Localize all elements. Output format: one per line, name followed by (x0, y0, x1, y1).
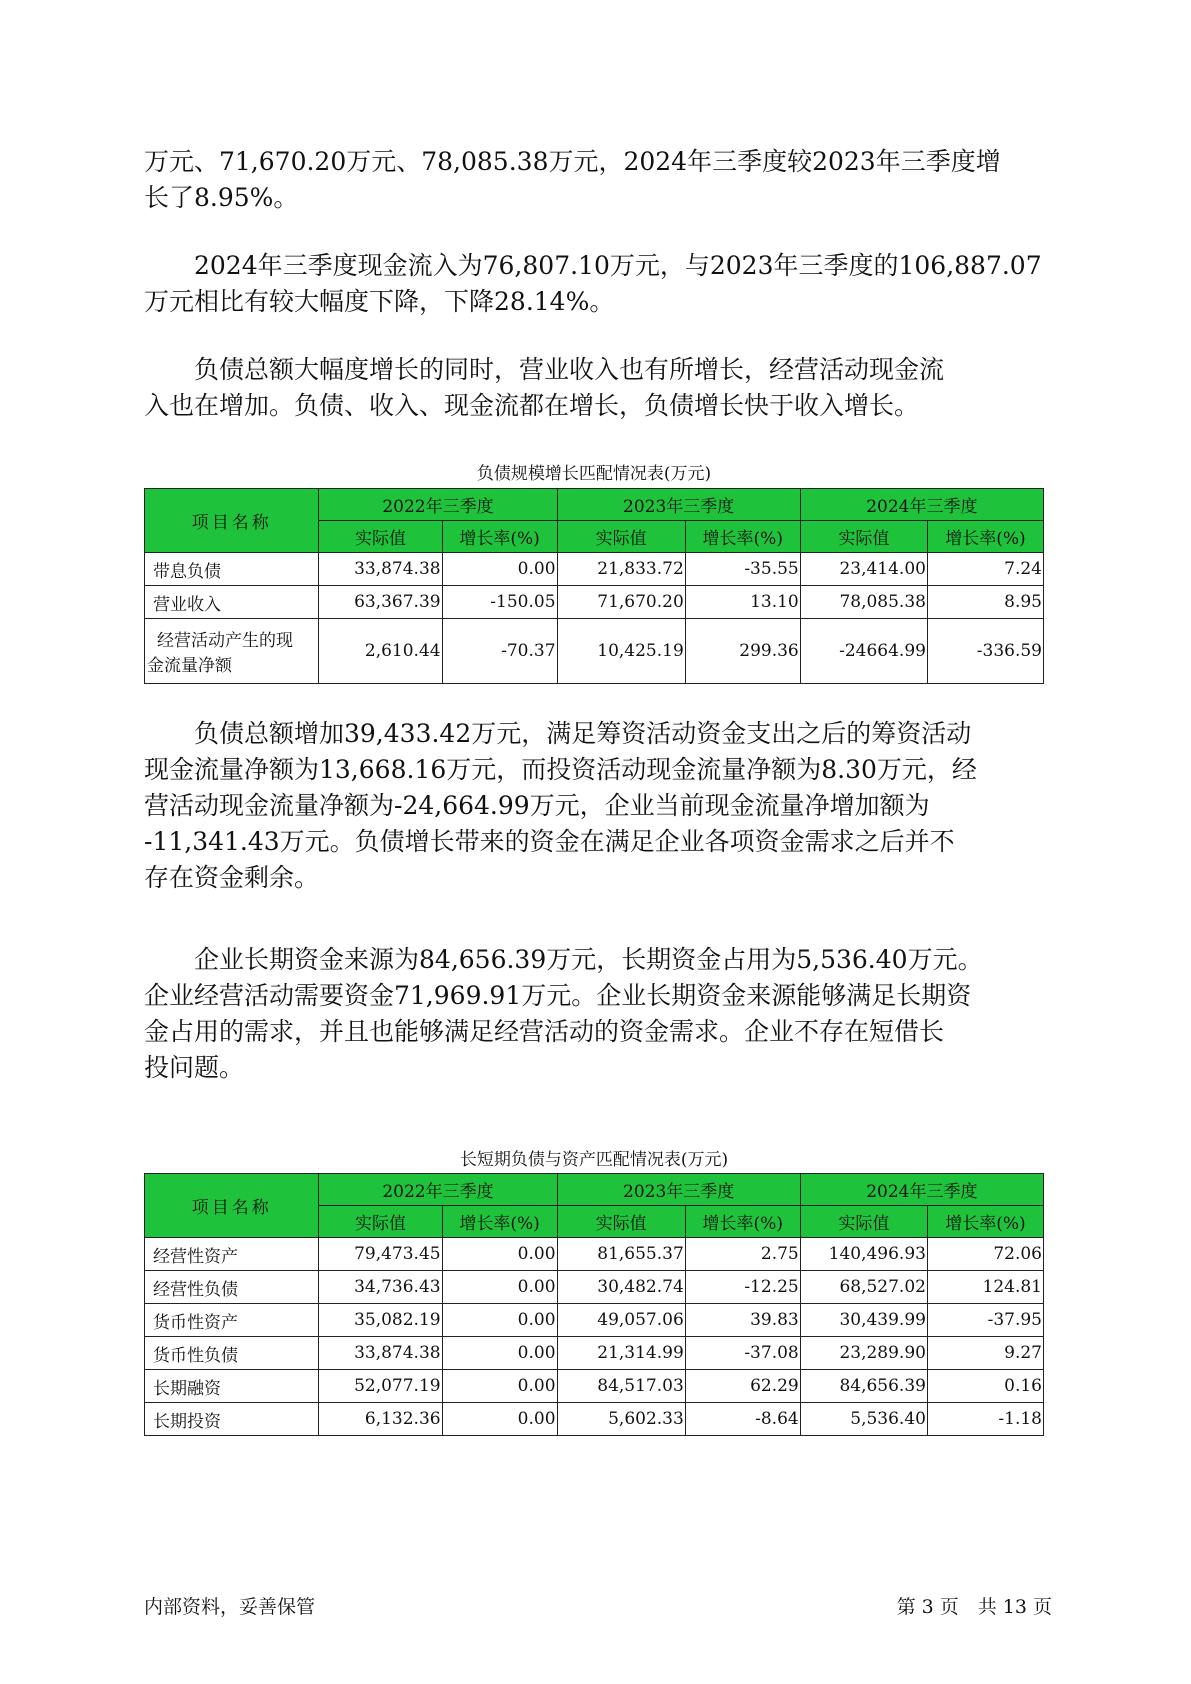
row-label: 货币性资产 (145, 1304, 319, 1337)
cell-value: 299.36 (685, 619, 800, 684)
debt-growth-table (144, 488, 1044, 684)
cell-value: 79,473.45 (319, 1238, 442, 1271)
column-header-period: 2024年三季度 (800, 489, 1043, 521)
row-label (145, 619, 319, 684)
cell-value: -37.08 (685, 1337, 800, 1370)
cell-value: 63,367.39 (319, 586, 442, 619)
cell-value: 49,057.06 (557, 1304, 685, 1337)
table-row (145, 1271, 1044, 1304)
text-line: 负债总额增加39,433.42万元，满足筹资活动资金支出之后的筹资活动 (144, 719, 972, 748)
debt-asset-matching-table (144, 1173, 1044, 1436)
paragraph-1 (144, 144, 1054, 216)
text-line: 营活动现金流量净额为-24,664.99万元，企业当前现金流量净增加额为 (144, 791, 930, 820)
text-line: 存在资金剩余。 (144, 863, 320, 892)
column-header-period: 2023年三季度 (557, 489, 800, 521)
cell-value: 0.00 (442, 553, 557, 586)
cell-value: 23,414.00 (800, 553, 927, 586)
cell-value: 0.00 (442, 1271, 557, 1304)
cell-value: 52,077.19 (319, 1370, 442, 1403)
cell-value: 0.00 (442, 1403, 557, 1436)
text-line: 万元相比有较大幅度下降，下降28.14%。 (144, 287, 615, 316)
cell-value: 10,425.19 (557, 619, 685, 684)
paragraph-2 (144, 248, 1054, 320)
cell-value: 0.00 (442, 1304, 557, 1337)
cell-value: 2.75 (685, 1238, 800, 1271)
cell-value: -35.55 (685, 553, 800, 586)
column-header-actual: 实际值 (319, 1206, 442, 1238)
cell-value: -12.25 (685, 1271, 800, 1304)
column-header-actual: 实际值 (319, 521, 442, 553)
row-label: 带息负债 (145, 553, 319, 586)
table-row (145, 619, 1044, 684)
row-label: 经营性资产 (145, 1238, 319, 1271)
column-header-rate: 增长率(%) (685, 1206, 800, 1238)
text-line: 2024年三季度现金流入为76,807.10万元，与2023年三季度的106,887.07 (144, 251, 1042, 280)
text-line: 入也在增加。负债、收入、现金流都在增长，负债增长快于收入增长。 (144, 391, 920, 420)
column-header-item-name: 项目名称 (145, 1174, 319, 1238)
cell-value: -70.37 (442, 619, 557, 684)
page-number: 第 3 页 共 13 页 (896, 1596, 1052, 1618)
cell-value: 140,496.93 (800, 1238, 927, 1271)
cell-value: 33,874.38 (319, 1337, 442, 1370)
cell-value: -336.59 (927, 619, 1043, 684)
text-line: 企业经营活动需要资金71,969.91万元。企业长期资金来源能够满足长期资 (144, 981, 972, 1010)
cell-value: 6,132.36 (319, 1403, 442, 1436)
paragraph-3 (144, 352, 1054, 424)
column-header-rate: 增长率(%) (442, 1206, 557, 1238)
column-header-rate: 增长率(%) (927, 521, 1043, 553)
text-line: 金占用的需求，并且也能够满足经营活动的资金需求。企业不存在短借长 (144, 1017, 945, 1046)
row-label: 经营性负债 (145, 1271, 319, 1304)
cell-value: 21,314.99 (557, 1337, 685, 1370)
row-label-line: 金流量净额 (147, 656, 232, 676)
cell-value: -150.05 (442, 586, 557, 619)
cell-value: 5,536.40 (800, 1403, 927, 1436)
row-label: 货币性负债 (145, 1337, 319, 1370)
cell-value: 21,833.72 (557, 553, 685, 586)
cell-value: 30,439.99 (800, 1304, 927, 1337)
cell-value: -1.18 (927, 1403, 1043, 1436)
row-label: 长期融资 (145, 1370, 319, 1403)
text-line: 企业长期资金来源为84,656.39万元，长期资金占用为5,536.40万元。 (144, 945, 983, 974)
text-line: 负债总额大幅度增长的同时，营业收入也有所增长，经营活动现金流 (144, 355, 945, 384)
column-header-period: 2023年三季度 (557, 1174, 800, 1206)
cell-value: -37.95 (927, 1304, 1043, 1337)
column-header-actual: 实际值 (557, 521, 685, 553)
paragraph-4 (144, 716, 1054, 896)
cell-value: 13.10 (685, 586, 800, 619)
cell-value: 0.16 (927, 1370, 1043, 1403)
cell-value: 33,874.38 (319, 553, 442, 586)
cell-value: 39.83 (685, 1304, 800, 1337)
column-header-actual: 实际值 (557, 1206, 685, 1238)
cell-value: 62.29 (685, 1370, 800, 1403)
column-header-actual: 实际值 (800, 1206, 927, 1238)
table2-caption: 长短期负债与资产匹配情况表(万元) (459, 1150, 729, 1170)
text-line: 万元、71,670.20万元、78,085.38万元，2024年三季度较2023年三季度增 (144, 147, 1001, 176)
cell-value: -24664.99 (800, 619, 927, 684)
table-row (145, 1337, 1044, 1370)
column-header-rate: 增长率(%) (442, 521, 557, 553)
cell-value: 78,085.38 (800, 586, 927, 619)
cell-value: 23,289.90 (800, 1337, 927, 1370)
table-header-row (145, 1174, 1044, 1206)
cell-value: 0.00 (442, 1370, 557, 1403)
table-row (145, 1304, 1044, 1337)
text-line: 现金流量净额为13,668.16万元，而投资活动现金流量净额为8.30万元，经 (144, 755, 977, 784)
row-label-line: 经营活动产生的现 (157, 631, 293, 651)
column-header-item-name: 项目名称 (145, 489, 319, 553)
row-label: 长期投资 (145, 1403, 319, 1436)
column-header-actual: 实际值 (800, 521, 927, 553)
footer-note: 内部资料，妥善保管 (144, 1596, 316, 1618)
cell-value: 81,655.37 (557, 1238, 685, 1271)
cell-value: 2,610.44 (319, 619, 442, 684)
cell-value: 84,517.03 (557, 1370, 685, 1403)
cell-value: 0.00 (442, 1238, 557, 1271)
cell-value: 9.27 (927, 1337, 1043, 1370)
cell-value: 72.06 (927, 1238, 1043, 1271)
table-row (145, 1403, 1044, 1436)
cell-value: 68,527.02 (800, 1271, 927, 1304)
cell-value: 71,670.20 (557, 586, 685, 619)
table-row (145, 586, 1044, 619)
cell-value: 34,736.43 (319, 1271, 442, 1304)
table-row (145, 553, 1044, 586)
column-header-period: 2022年三季度 (319, 489, 557, 521)
cell-value: 8.95 (927, 586, 1043, 619)
paragraph-5 (144, 942, 1054, 1086)
cell-value: 0.00 (442, 1337, 557, 1370)
cell-value: -8.64 (685, 1403, 800, 1436)
table-header-row (145, 489, 1044, 521)
column-header-rate: 增长率(%) (927, 1206, 1043, 1238)
table1-caption: 负债规模增长匹配情况表(万元) (476, 464, 712, 484)
column-header-rate: 增长率(%) (685, 521, 800, 553)
text-line: 长了8.95%。 (144, 183, 299, 212)
column-header-period: 2024年三季度 (800, 1174, 1043, 1206)
row-label: 营业收入 (145, 586, 319, 619)
cell-value: 30,482.74 (557, 1271, 685, 1304)
text-line: -11,341.43万元。负债增长带来的资金在满足企业各项资金需求之后并不 (144, 827, 955, 856)
text-line: 投问题。 (144, 1053, 245, 1082)
cell-value: 35,082.19 (319, 1304, 442, 1337)
table-row (145, 1238, 1044, 1271)
cell-value: 5,602.33 (557, 1403, 685, 1436)
table-row (145, 1370, 1044, 1403)
cell-value: 124.81 (927, 1271, 1043, 1304)
cell-value: 7.24 (927, 553, 1043, 586)
column-header-period: 2022年三季度 (319, 1174, 557, 1206)
cell-value: 84,656.39 (800, 1370, 927, 1403)
